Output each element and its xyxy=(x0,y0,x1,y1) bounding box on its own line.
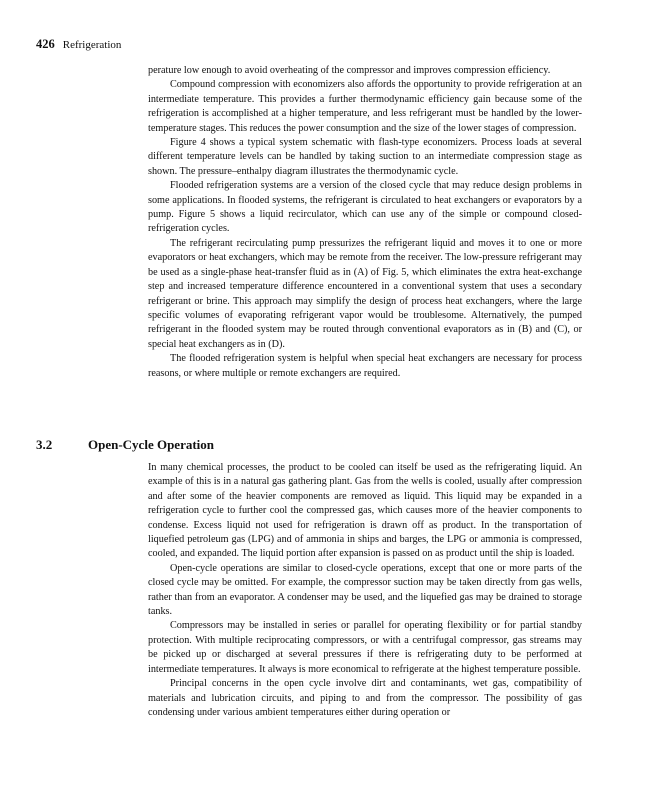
paragraph: In many chemical processes, the product to be cooled can itself be used as the refrigerating liquid. An example of this is in a natural gas gathering plant. Gas from the wells is cooled, usually after compression and after some of the heavier components are removed as liquid. This liquid may be expanded in a refrigeration cycle to further cool the compressed gas, which causes more of the heavier components to condense. Excess liquid not used for refrigeration is drawn off as product. In the transportation of liquefied petroleum gas (LPG) and of ammonia in ships and barges, the LPG or ammonia is compressed, cooled, and expanded. The liquid portion after expansion is passed on as product until the ship is loaded. xyxy=(148,462,582,560)
paragraph: The refrigerant recirculating pump pressurizes the refrigerant liquid and moves it to one or more evaporators or heat exchangers, which may be remote from the receiver. The low-pressure refrigerant may be used as a single-phase heat-transfer fluid as in (A) of Fig. 5, which eliminates the extra heat-exchange step and increased temperature difference encountered in a conventional system that uses a secondary refrigerant or brine. This approach may simplify the design of process heat exchangers, where the large specific volumes of evaporating refrigerant vapor would be troublesome. Alternatively, the pumped refrigerant in the flooded system may be routed through conventional evaporators as in (B) and (C), or special heat exchangers as in (D). xyxy=(148,237,582,350)
running-title: Refrigeration xyxy=(62,39,122,51)
paragraph: Compound compression with economizers also affords the opportunity to provide refrigeration at an intermediate temperature. This provides a further thermodynamic efficiency gain because some of the refrigeration is accomplished at a higher temperature, and less refrigerant must be handled by the lower-temperature stages. This reduces the power consumption and the size of the lower stages of compression. xyxy=(148,79,582,134)
paragraph: Principal concerns in the open cycle involve dirt and contaminants, wet gas, compatibility of materials and lubrication circuits, and piping to and from the compressor. The possibility of gas condensing under various ambient temperatures either during operation or xyxy=(148,678,582,718)
section-number: 3.2 xyxy=(36,437,53,452)
running-header xyxy=(36,37,121,52)
paragraph: Compressors may be installed in series or parallel for operating flexibility or for partial standby protection. With multiple reciprocating compressors, or with a centrifugal compressor, gas streams may be picked up or discharged at several pressures if there is refrigerating duty to be performed at intermediate temperatures. It always is more economical to refrigerate at the highest temperature possible. xyxy=(148,620,582,675)
paragraph: Open-cycle operations are similar to closed-cycle operations, except that one or more parts of the closed cycle may be omitted. For example, the compressor suction may be taken directly from gas wells, rather than from an evaporator. A condenser may be used, and the liquefied gas may be drained to storage tanks. xyxy=(148,562,582,618)
section-body-open-cycle xyxy=(148,461,582,720)
paragraph: perature low enough to avoid overheating of the compressor and improves compression efficiency. xyxy=(148,65,551,76)
page-number: 426 xyxy=(36,37,55,51)
paragraph: Flooded refrigeration systems are a version of the closed cycle that may reduce design problems in some applications. In flooded systems, the refrigerant is circulated to heat exchangers or evaporators by a pump. Figure 5 shows a liquid recirculator, which can use any of the simple or compound closed-refrigeration cycles. xyxy=(148,180,582,235)
paragraph: The flooded refrigeration system is helpful when special heat exchangers are necessary for process reasons, or where multiple or remote exchangers are required. xyxy=(148,353,582,379)
section-title: Open-Cycle Operation xyxy=(88,437,215,452)
section-heading xyxy=(36,437,214,453)
paragraph: Figure 4 shows a typical system schematic with flash-type economizers. Process loads at several different temperature levels can be handled by taking suction to an intermediate compression stage as shown. The pressure–enthalpy diagram illustrates the thermodynamic cycle. xyxy=(148,137,582,177)
section-body-closed-cycle xyxy=(148,64,582,381)
